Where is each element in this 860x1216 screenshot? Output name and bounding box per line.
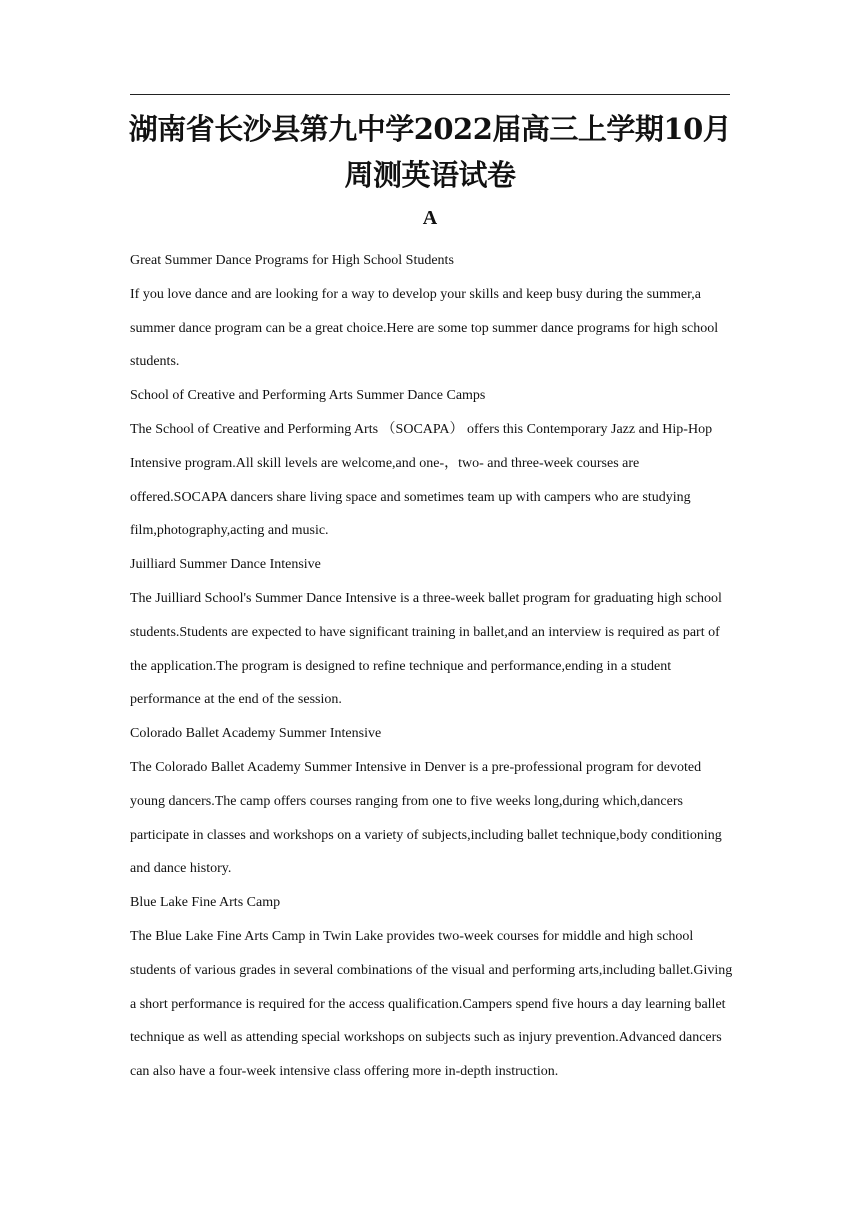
- section-label: A: [422, 207, 438, 229]
- program-description: The School of Creative and Performing Arts （SOCAPA） offers this Contemporary Jazz and Hip-Hop Intensive program.All skill levels are welcome,and one-，two- and three-week courses are offered.SOCAPA dancers share living space and sometimes team up with campers who are studying film,photography,acting and music.: [130, 421, 713, 539]
- program-name: Juilliard Summer Dance Intensive: [130, 557, 321, 573]
- program-name: Blue Lake Fine Arts Camp: [130, 895, 281, 911]
- program-description: The Blue Lake Fine Arts Camp in Twin Lake provides two-week courses for middle and high school students of various grades in several combinations of the visual and performing arts,including ballet.Giving a short performance is required for the access qualification.Campers spend five hours a day learning ballet technique as well as attending special workshops on subjects such as injury prevention.Advanced dancers can also have a four-week intensive class offering more in-depth instruction.: [130, 928, 733, 1080]
- title-line-2: 周测英语试卷: [344, 158, 516, 192]
- program-description: The Colorado Ballet Academy Summer Intensive in Denver is a pre-professional program for devoted young dancers.The camp offers courses ranging from one to five weeks long,during which,dancers participate in classes and workshops on a variety of subjects,including ballet technique,body conditioning and dance history.: [130, 759, 722, 877]
- passage-title: Great Summer Dance Programs for High School Students: [130, 253, 454, 268]
- document-title: [124, 106, 736, 198]
- passage-intro: If you love dance and are looking for a way to develop your skills and keep busy during the summer,a summer dance program can be a great choice.Here are some top summer dance programs for high school students.: [130, 286, 719, 370]
- program-description: The Juilliard School's Summer Dance Intensive is a three-week ballet program for graduating high school students.Students are expected to have significant training in ballet,and an interview is required as part of the application.The program is designed to refine technique and performance,ending in a student performance at the end of the session.: [130, 590, 722, 708]
- program-name: School of Creative and Performing Arts Summer Dance Camps: [130, 388, 486, 404]
- title-line-1: 湖南省长沙县第九中学2022届高三上学期10月: [128, 112, 732, 146]
- program-name: Colorado Ballet Academy Summer Intensive: [130, 726, 382, 742]
- passage-body: [130, 244, 734, 1089]
- header-rule: [130, 94, 730, 95]
